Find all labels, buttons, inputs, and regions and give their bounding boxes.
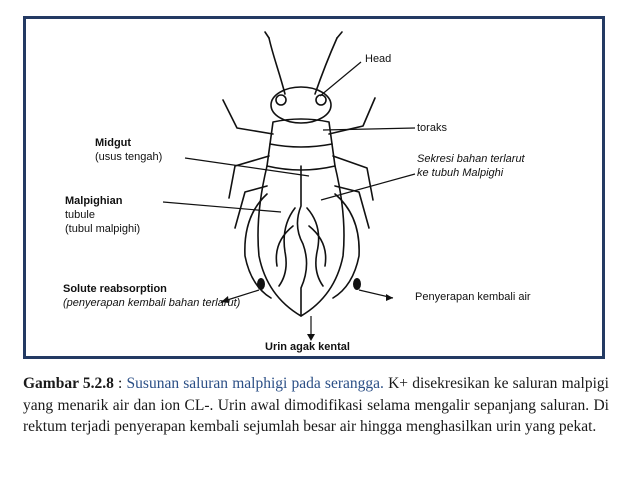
label-penyerapan-air: Penyerapan kembali air bbox=[415, 291, 531, 303]
sekresi-pointer bbox=[321, 174, 415, 200]
right-rectal-spot bbox=[353, 278, 361, 290]
label-midgut-1: Midgut bbox=[95, 137, 132, 149]
malpighian-pointer bbox=[163, 202, 281, 212]
label-solute-1: Solute reabsorption bbox=[63, 283, 167, 295]
caption-separator: : bbox=[113, 375, 127, 392]
label-malpighian-2: tubule bbox=[65, 209, 95, 221]
label-solute-2: (penyerapan kembali bahan terlarut) bbox=[63, 297, 241, 309]
caption-title: Susunan saluran malphigi pada serangga. bbox=[126, 375, 384, 392]
malpighian-tubules bbox=[276, 208, 325, 286]
label-malpighian-3: (tubul malpighi) bbox=[65, 223, 141, 235]
mid-right-leg bbox=[333, 156, 373, 200]
label-head: Head bbox=[365, 53, 392, 65]
label-malpighian-1: Malpighian bbox=[65, 195, 123, 207]
caption-figure-number: Gambar 5.2.8 bbox=[23, 375, 114, 392]
left-rectal-spot bbox=[257, 278, 265, 290]
head-pointer bbox=[320, 62, 361, 96]
label-midgut-2: (usus tengah) bbox=[95, 151, 163, 163]
label-urin: Urin agak kental bbox=[265, 341, 350, 353]
right-antenna bbox=[315, 38, 337, 94]
right-antenna-tip bbox=[337, 32, 342, 38]
label-toraks: toraks bbox=[417, 122, 447, 134]
left-eye bbox=[276, 95, 286, 105]
label-sekresi-1: Sekresi bahan terlarut bbox=[417, 153, 525, 165]
midgut-pointer bbox=[185, 158, 309, 176]
gut-tube bbox=[297, 166, 306, 316]
right-eye bbox=[316, 95, 326, 105]
toraks-pointer bbox=[323, 128, 415, 130]
label-sekresi-2: ke tubuh Malpighi bbox=[417, 167, 504, 179]
caption-body: K+ disekresikan ke saluran malpigi yang menarik air dan ion CL-. Urin awal dimodifikasi selama mengalir sepanjang saluran. Di rektum terjadi penyerapan kembali sejumlah besar air hingga menghasilkan urin yang pekat. bbox=[23, 375, 609, 435]
insect-excretory-diagram bbox=[23, 16, 605, 359]
left-antenna-tip bbox=[265, 32, 269, 38]
figure-caption bbox=[23, 373, 609, 438]
front-left-leg bbox=[223, 100, 273, 134]
left-antenna bbox=[269, 38, 285, 94]
